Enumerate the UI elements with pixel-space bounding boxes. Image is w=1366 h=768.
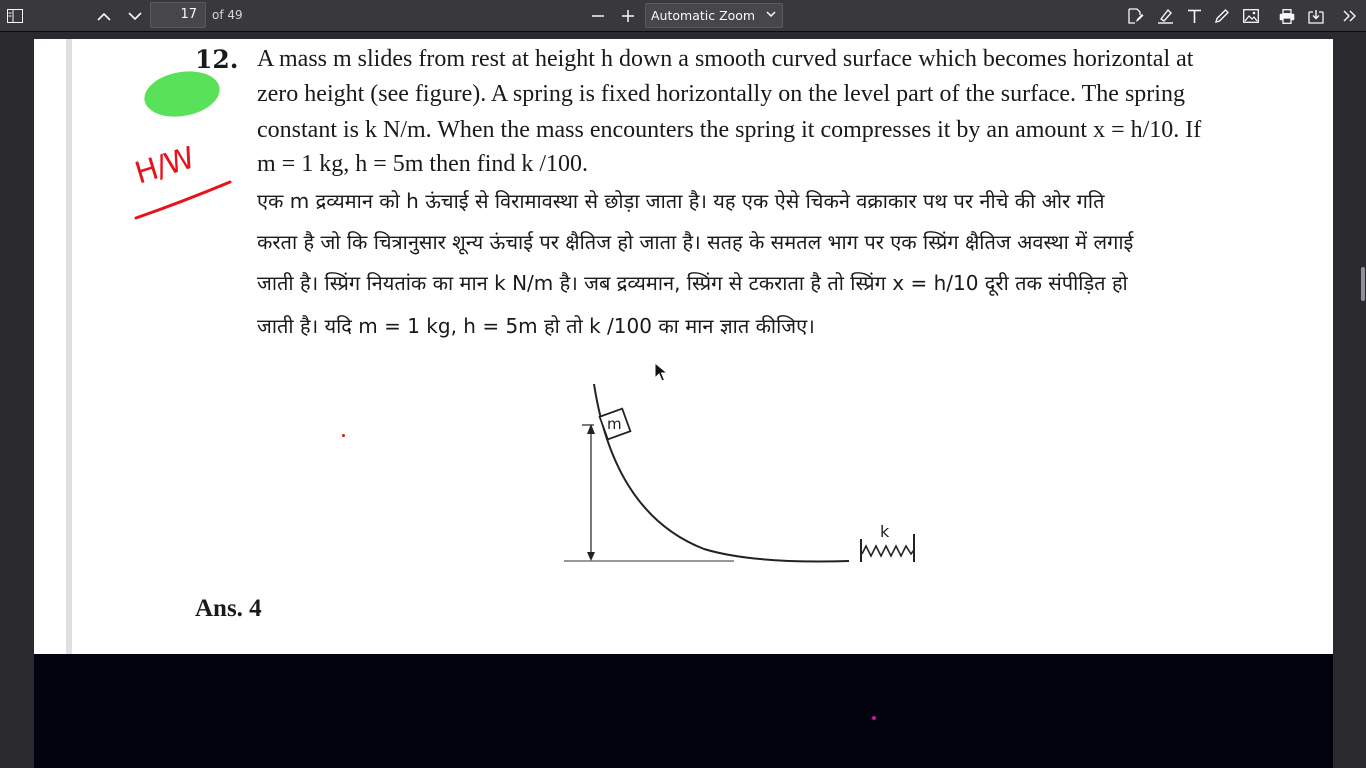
question-english-line-1: A mass m slides from rest at height h down a smooth curved surface which becomes horizontal at xyxy=(257,46,1194,72)
highlight-icon xyxy=(1157,8,1174,24)
text-tool-icon xyxy=(1187,9,1202,24)
print-icon xyxy=(1279,9,1295,24)
page-number-input[interactable]: 17 xyxy=(150,2,206,28)
question-hindi-line-1: एक m द्रव्यमान को h ऊंचाई से विरामावस्था से छोड़ा जाता है। यह एक ऐसे चिकने वक्राकार पथ पर नीचे की ओर गति xyxy=(257,189,1105,213)
image-icon xyxy=(1243,9,1259,23)
mouse-cursor-icon xyxy=(654,362,668,382)
question-number: 12. xyxy=(195,45,239,74)
more-tools-icon xyxy=(1343,10,1357,22)
red-ink-dot xyxy=(342,434,345,437)
pdf-page xyxy=(34,39,1333,654)
scrollbar-thumb[interactable] xyxy=(1361,267,1365,301)
pdf-toolbar xyxy=(0,0,1366,32)
mass-label: m xyxy=(607,415,622,433)
sidebar-toggle-button[interactable] xyxy=(5,4,25,28)
sidebar-toggle-icon xyxy=(7,9,23,23)
question-english-line-2: zero height (see figure). A spring is fixed horizontally on the level part of the surface. The spring xyxy=(257,81,1185,107)
draw-icon xyxy=(1214,8,1230,24)
highlight-button[interactable] xyxy=(1155,4,1175,28)
print-button[interactable] xyxy=(1277,4,1297,28)
page-count-label: of 49 xyxy=(212,8,243,22)
spring-label: k xyxy=(880,522,890,541)
document-viewer[interactable] xyxy=(0,32,1366,768)
text-tool-button[interactable] xyxy=(1184,4,1204,28)
red-pen-stroke xyxy=(132,172,236,222)
curved-surface xyxy=(594,384,849,562)
save-button[interactable] xyxy=(1306,4,1326,28)
zoom-select-value: Automatic Zoom xyxy=(651,8,756,23)
next-page-dark xyxy=(34,654,1333,768)
add-image-button[interactable] xyxy=(1241,4,1261,28)
edit-document-icon xyxy=(1127,8,1144,24)
page-margin-shadow xyxy=(66,39,72,654)
zoom-out-icon xyxy=(591,9,605,23)
question-hindi-line-4: जाती है। यदि m = 1 kg, h = 5m हो तो k /100 का मान ज्ञात कीजिए। xyxy=(257,314,815,338)
answer-text: Ans. 4 xyxy=(195,595,262,622)
chevron-down-icon xyxy=(766,11,776,18)
zoom-in-button[interactable] xyxy=(618,4,638,28)
save-icon xyxy=(1308,9,1324,24)
zoom-in-icon xyxy=(621,9,635,23)
zoom-select[interactable] xyxy=(645,3,783,28)
question-english-line-3: constant is k N/m. When the mass encounters the spring it compresses it by an amount x = h/10. If xyxy=(257,117,1202,143)
question-english-line-4: m = 1 kg, h = 5m then find k /100. xyxy=(257,151,589,177)
artifact-dot xyxy=(872,716,876,720)
more-tools-button[interactable] xyxy=(1340,4,1360,28)
green-highlight-mark xyxy=(142,69,222,121)
draw-button[interactable] xyxy=(1212,4,1232,28)
zoom-out-button[interactable] xyxy=(588,4,608,28)
question-hindi-line-3: जाती है। स्प्रिंग नियतांक का मान k N/m है। जब द्रव्यमान, स्प्रिंग से टकराता है तो स्प्रिंग x = h/10 दूरी तक संपीड़ित हो xyxy=(257,271,1128,295)
next-page-button[interactable] xyxy=(125,4,145,28)
previous-page-button[interactable] xyxy=(94,4,114,28)
chevron-up-icon xyxy=(97,12,111,21)
spring-coil xyxy=(862,546,914,556)
edit-document-button[interactable] xyxy=(1125,4,1145,28)
physics-figure xyxy=(554,374,924,569)
question-hindi-line-2: करता है जो कि चित्रानुसार शून्य ऊंचाई पर क्षैतिज हो जाता है। सतह के समतल भाग पर एक स्प्रिंग क्षैतिज अवस्था में लगाई xyxy=(257,230,1134,254)
handwritten-hw-note: H/W xyxy=(131,140,198,192)
chevron-down-icon xyxy=(128,12,142,21)
